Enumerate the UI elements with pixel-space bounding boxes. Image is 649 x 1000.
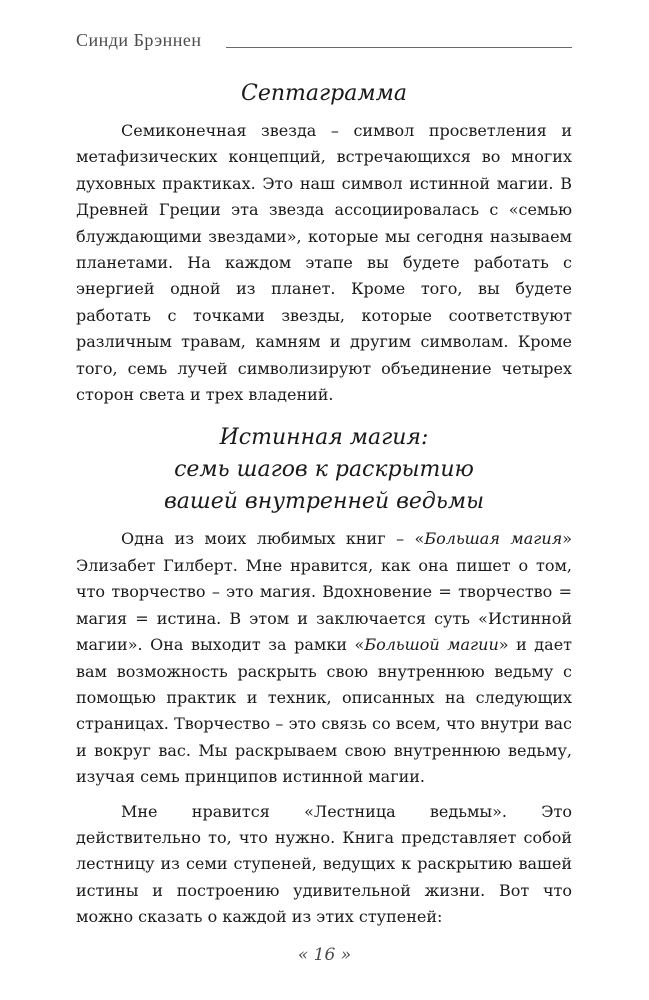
page-content	[76, 78, 572, 931]
paragraph-witch-ladder: Мне нравится «Лестница ведьмы». Это действительно то, что нужно. Книга представляет собой лестницу из семи ступеней, ведущих к раскрытию вашей истины и построению удивительной жизни. Вот что можно сказать о каждой из этих ступеней:	[76, 801, 572, 927]
book-title-big-magic: Большая магия	[424, 529, 563, 549]
text-run: » и дает вам возможность раскрыть свою внутреннюю ведьму с помощью практик и техник, описанных на следующих страницах. Творчество – это связь со всем, что внутри вас и вокруг вас. Мы раскрываем свою внутреннюю ведьму, изучая семь принципов истинной магии.	[76, 635, 573, 787]
text-run: » Элизабет Гилберт. Мне нравится, как она пишет о том, что творчество – это магия. Вдохновение = творчество = магия = истина. В этом и заключается суть «Истинной магии». Она выходит за рамки «	[76, 529, 573, 655]
heading-line-3: вашей внутренней ведьмы	[163, 489, 485, 515]
header-rule	[226, 47, 572, 48]
heading-line-1: Истинная магия:	[219, 425, 429, 451]
page-number: « 16 »	[297, 945, 352, 965]
text-run: Одна из моих любимых книг – «	[121, 529, 425, 549]
section-heading-true-magic	[76, 422, 572, 518]
author-name: Синди Брэннен	[76, 30, 202, 50]
paragraph-big-magic	[76, 526, 572, 790]
paragraph-septagram: Семиконечная звезда – символ просветления и метафизических концепций, встречающихся во многих духовных практиках. Это наш символ истинной магии. В Древней Греции эта звезда ассоциировалась с «семью блуждающими звездами», которые мы сегодня называем планетами. На каждом этапе вы будете работать с энергией одной из планет. Кроме того, вы будете работать с точками звезды, которые соответствуют различным травам, камням и другим символам. Кроме того, семь лучей символизируют объединение четырех сторон света и трех владений.	[76, 121, 572, 405]
book-title-big-magic-2: Большой магии	[364, 635, 499, 655]
heading-line-2: семь шагов к раскрытию	[174, 457, 474, 483]
section-heading-septagram: Септаграмма	[241, 81, 407, 106]
running-head	[76, 30, 572, 52]
